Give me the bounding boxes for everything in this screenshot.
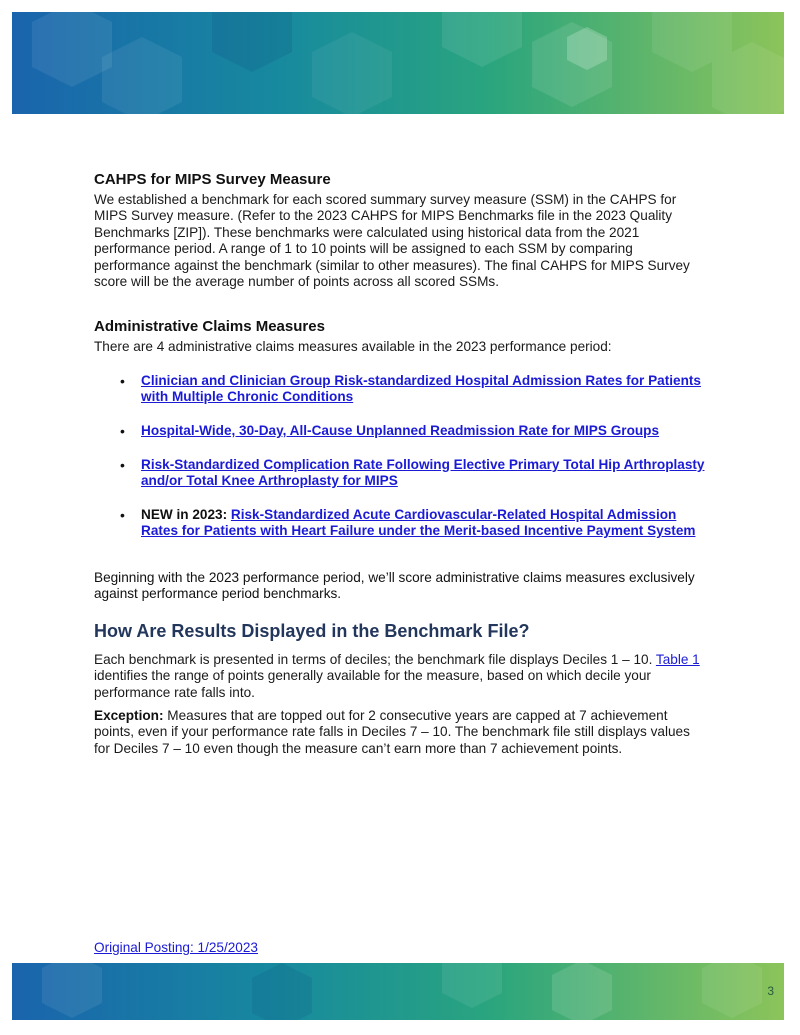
results-paragraph [94,652,706,701]
results-text-start: Each benchmark is presented in terms of deciles; the benchmark file displays Deciles 1 – 10. [94,651,656,667]
exception-label: Exception: [94,708,164,724]
banner-graphic [12,963,784,1020]
claims-note: Beginning with the 2023 performance period, we’ll score administrative claims measures exclusively against performance period benchmarks. [94,570,695,602]
list-item [118,457,706,490]
new-tag: NEW in 2023: [141,506,228,522]
claims-intro: There are 4 administrative claims measures available in the 2023 performance period: [94,339,612,355]
cahps-heading: CAHPS for MIPS Survey Measure [94,171,331,188]
bullet-icon: • [120,506,125,523]
table-1-link[interactable]: Table 1 [655,651,700,667]
measure-link-readmission[interactable]: Hospital-Wide, 30-Day, All-Cause Unplanned Readmission Rate for MIPS Groups [141,423,660,439]
claims-measure-list [118,373,706,540]
header-banner [12,12,784,114]
list-item [118,507,706,540]
list-item [118,373,706,406]
exception-paragraph [94,708,706,757]
original-posting-link[interactable]: Original Posting: 1/25/2023 [94,940,258,955]
page-content [94,170,706,757]
banner-graphic [12,12,784,114]
bullet-icon: • [120,456,125,473]
bullet-icon: • [120,372,125,389]
footer-banner [12,963,784,1020]
exception-text: Measures that are topped out for 2 consecutive years are capped at 7 achievement points, even if your performance rate falls in Deciles 7 – 10. The benchmark file still displays values for Deciles 7 – 10 even though the measure can’t earn more than 7 achievement points. [94,708,690,756]
list-item [118,423,706,440]
measure-link-arthroplasty[interactable]: Risk-Standardized Complication Rate Following Elective Primary Total Hip Arthroplasty and/or Total Knee Arthroplasty for MIPS [141,456,705,489]
bullet-icon: • [120,423,125,440]
claims-heading: Administrative Claims Measures [94,318,325,336]
results-heading: How Are Results Displayed in the Benchmark File? [94,620,530,641]
results-text-end: identifies the range of points generally available for the measure, based on which decile your performance rate falls into. [94,668,651,700]
cahps-paragraph: We established a benchmark for each scored summary survey measure (SSM) in the CAHPS for MIPS Survey measure. (Refer to the 2023 CAHPS for MIPS Benchmarks file in the 2023 Quality Benchmarks [ZIP]). These benchmarks were calculated using historical data from the 2021 performance period. A range of 1 to 10 points will be assigned to each SSM by comparing performance against the benchmark (similar to other measures). The final CAHPS for MIPS Survey score will be the average number of points across all scored SSMs. [94,192,690,290]
measure-link-heart-failure[interactable]: Risk-Standardized Acute Cardiovascular-Related Hospital Admission Rates for Patients with Heart Failure under the Merit-based Incentive Payment System [141,506,696,539]
page-number: 3 [767,984,774,998]
measure-link-chronic-conditions[interactable]: Clinician and Clinician Group Risk-standardized Hospital Admission Rates for Patients with Multiple Chronic Conditions [141,372,701,405]
